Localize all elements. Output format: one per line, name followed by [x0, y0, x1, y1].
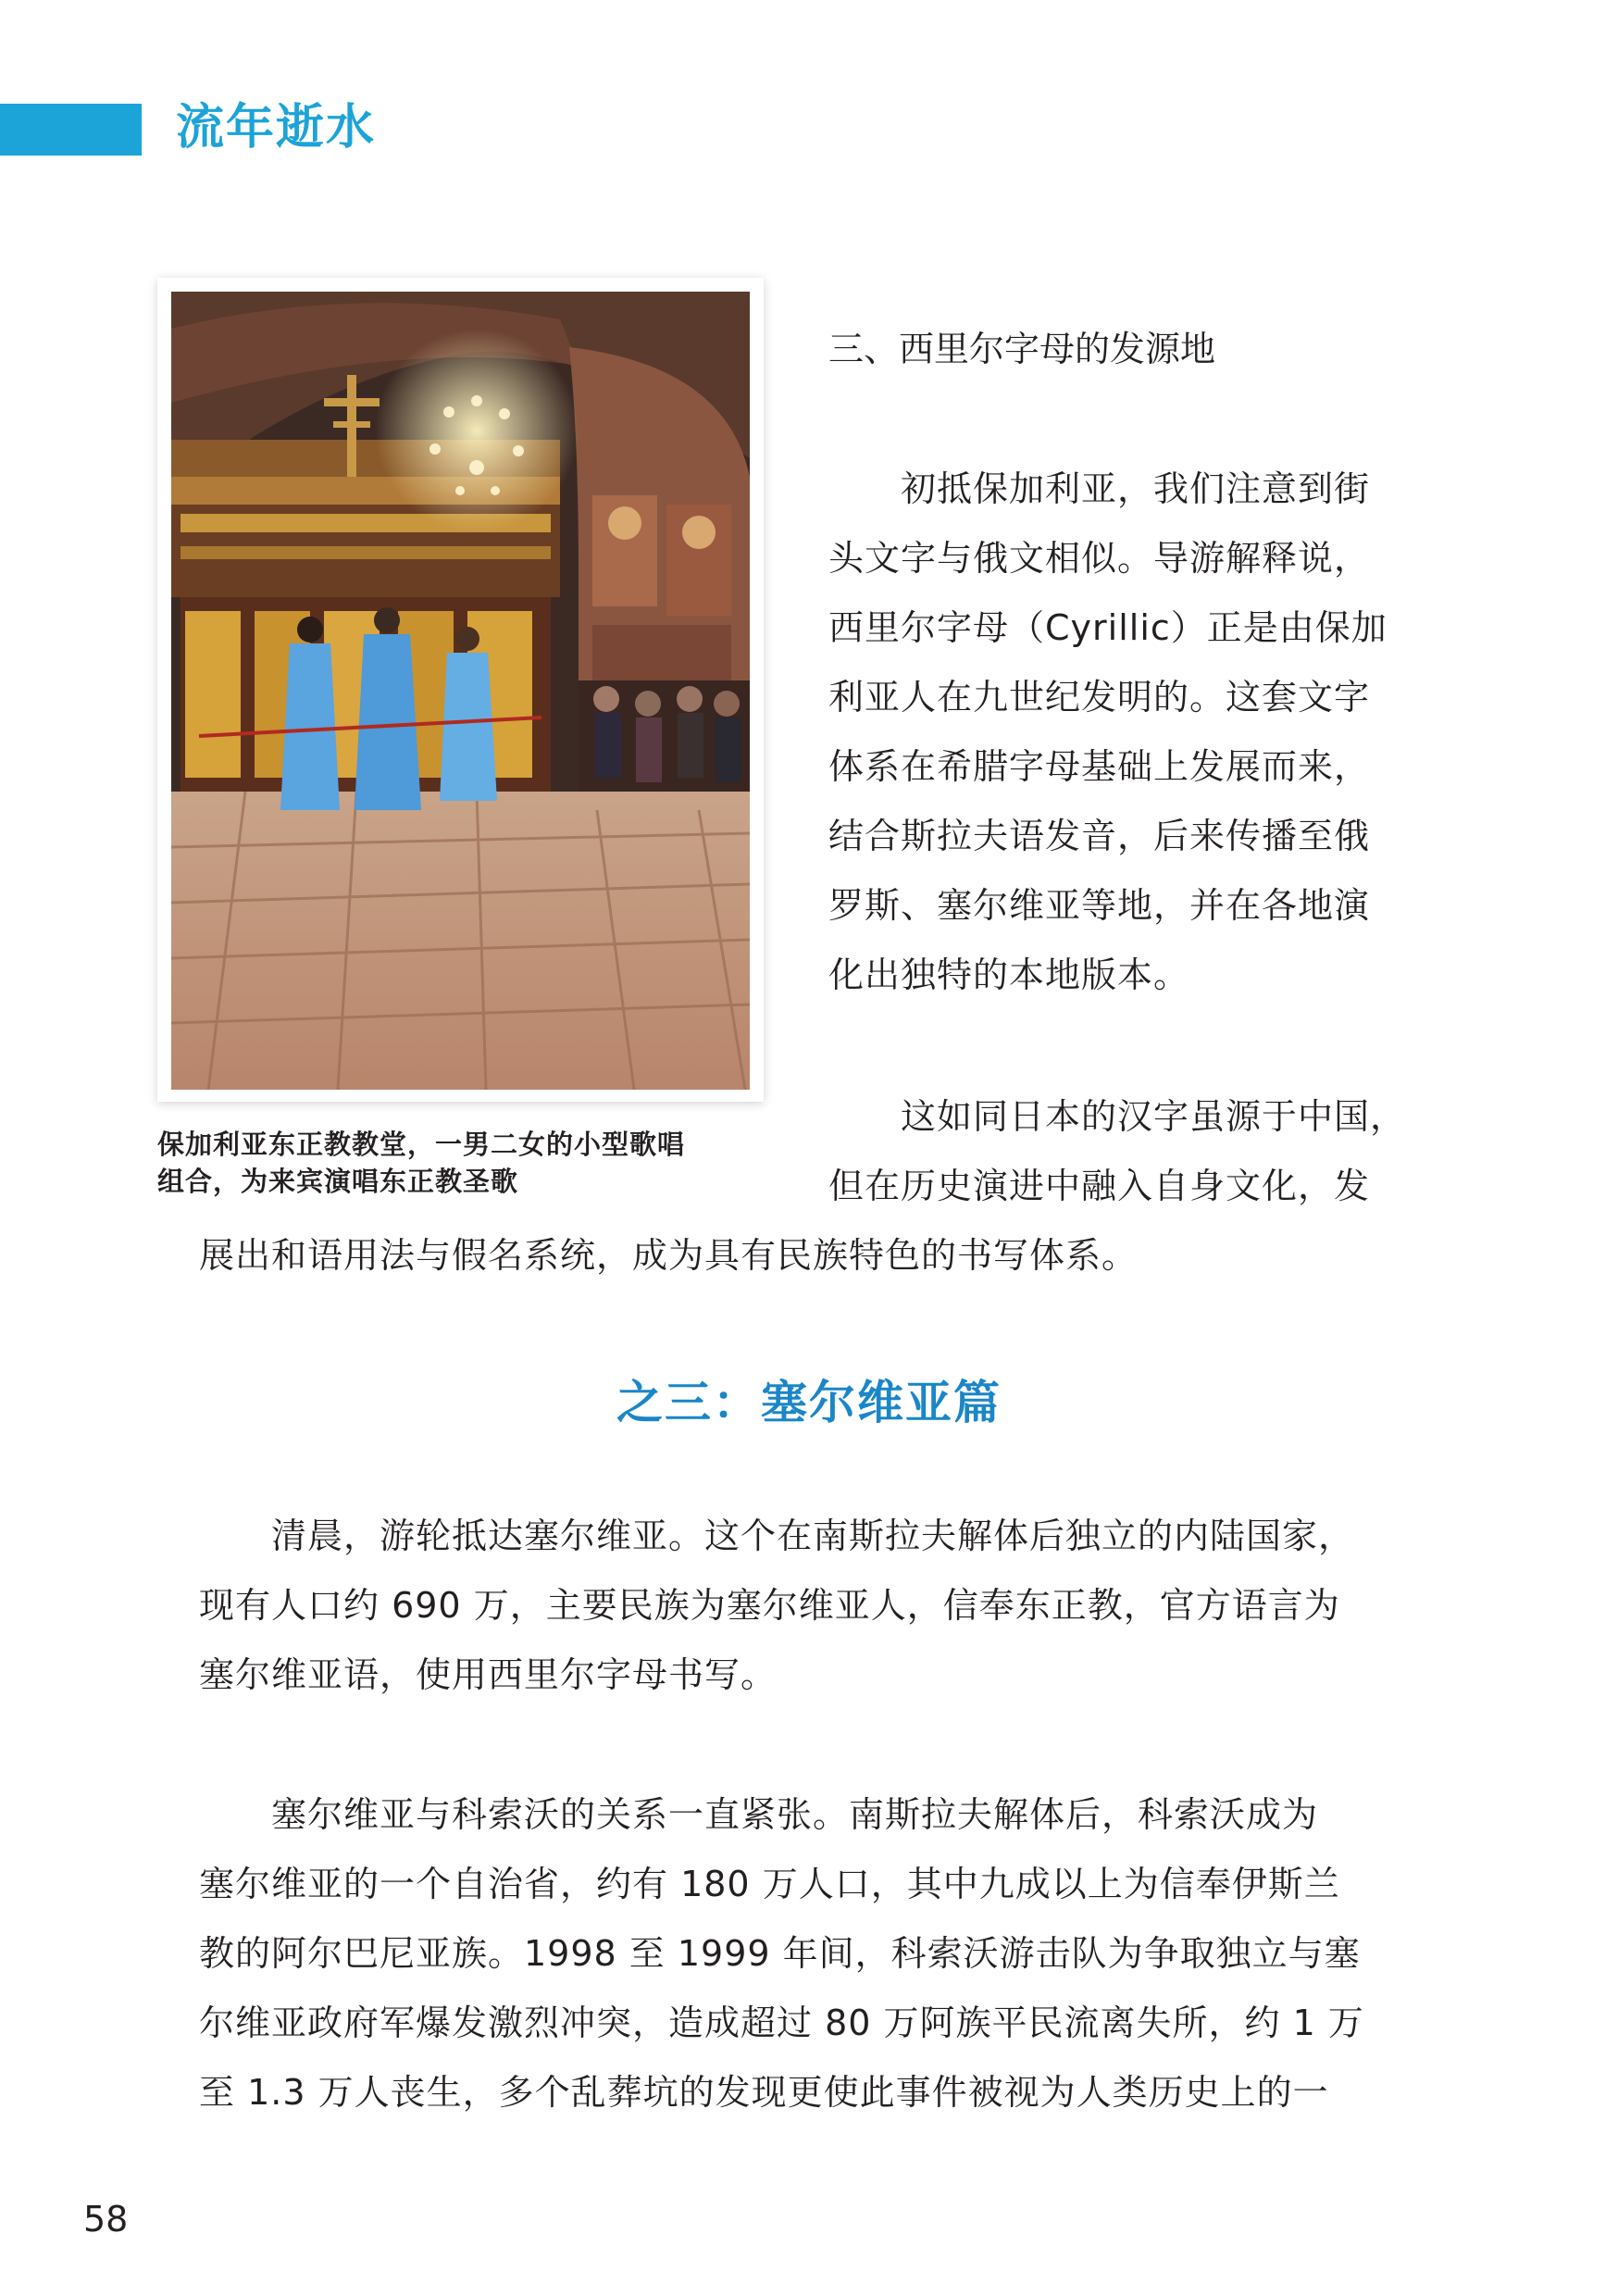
text-line: 塞尔维亚的一个自治省，约有 180 万人口，其中九成以上为信奉伊斯兰: [199, 1864, 1340, 1904]
text-line: 体系在希腊字母基础上发展而来，: [828, 746, 1371, 787]
text-line: 教的阿尔巴尼亚族。1998 至 1999 年间，科索沃游击队为争取独立与塞: [199, 1933, 1361, 1974]
text-line: 化出独特的本地版本。: [828, 955, 1190, 995]
church-interior-illustration: [171, 292, 750, 1090]
section-heading: 三、西里尔字母的发源地: [828, 329, 1216, 369]
text-line: 展出和语用法与假名系统，成为具有民族特色的书写体系。: [199, 1235, 1139, 1276]
photo-caption: [157, 1126, 768, 1200]
header-accent-bar: [0, 104, 142, 156]
text-line: 西里尔字母（Cyrillic）正是由保加: [828, 607, 1388, 648]
text-line: 清晨，游轮抵达塞尔维亚。这个在南斯拉夫解体后独立的内陆国家，: [199, 1516, 1355, 1556]
text-line: 罗斯、塞尔维亚等地，并在各地演: [828, 885, 1371, 926]
text-line: 这如同日本的汉字虽源于中国，: [828, 1096, 1407, 1137]
text-line: 但在历史演进中融入自身文化，发: [828, 1166, 1371, 1206]
text-line: 尔维亚政府军爆发激烈冲突，造成超过 80 万阿族平民流离失所，约 1 万: [199, 2003, 1364, 2043]
text-line: 至 1.3 万人丧生，多个乱葬坑的发现更使此事件被视为人类历史上的一: [199, 2072, 1329, 2113]
page-number: 58: [83, 2199, 129, 2240]
text-line: 初抵保加利亚，我们注意到街: [828, 468, 1371, 509]
photo-frame: [157, 278, 764, 1102]
caption-line: 保加利亚东正教教堂，一男二女的小型歌唱: [157, 1129, 686, 1160]
chapter-title: 之三：塞尔维亚篇: [616, 1376, 1002, 1429]
text-line: 塞尔维亚与科索沃的关系一直紧张。南斯拉夫解体后，科索沃成为: [199, 1794, 1319, 1835]
text-line: 结合斯拉夫语发音，后来传播至俄: [828, 816, 1371, 856]
text-line: 现有人口约 690 万，主要民族为塞尔维亚人，信奉东正教，官方语言为: [199, 1585, 1340, 1626]
text-line: 塞尔维亚语，使用西里尔字母书写。: [199, 1654, 778, 1695]
text-line: 头文字与俄文相似。导游解释说，: [828, 538, 1371, 579]
church-photo: [171, 292, 750, 1090]
header-title: 流年逝水: [176, 100, 377, 156]
text-line: 利亚人在九世纪发明的。这套文字: [828, 677, 1371, 718]
caption-line: 组合，为来宾演唱东正教圣歌: [157, 1166, 519, 1197]
